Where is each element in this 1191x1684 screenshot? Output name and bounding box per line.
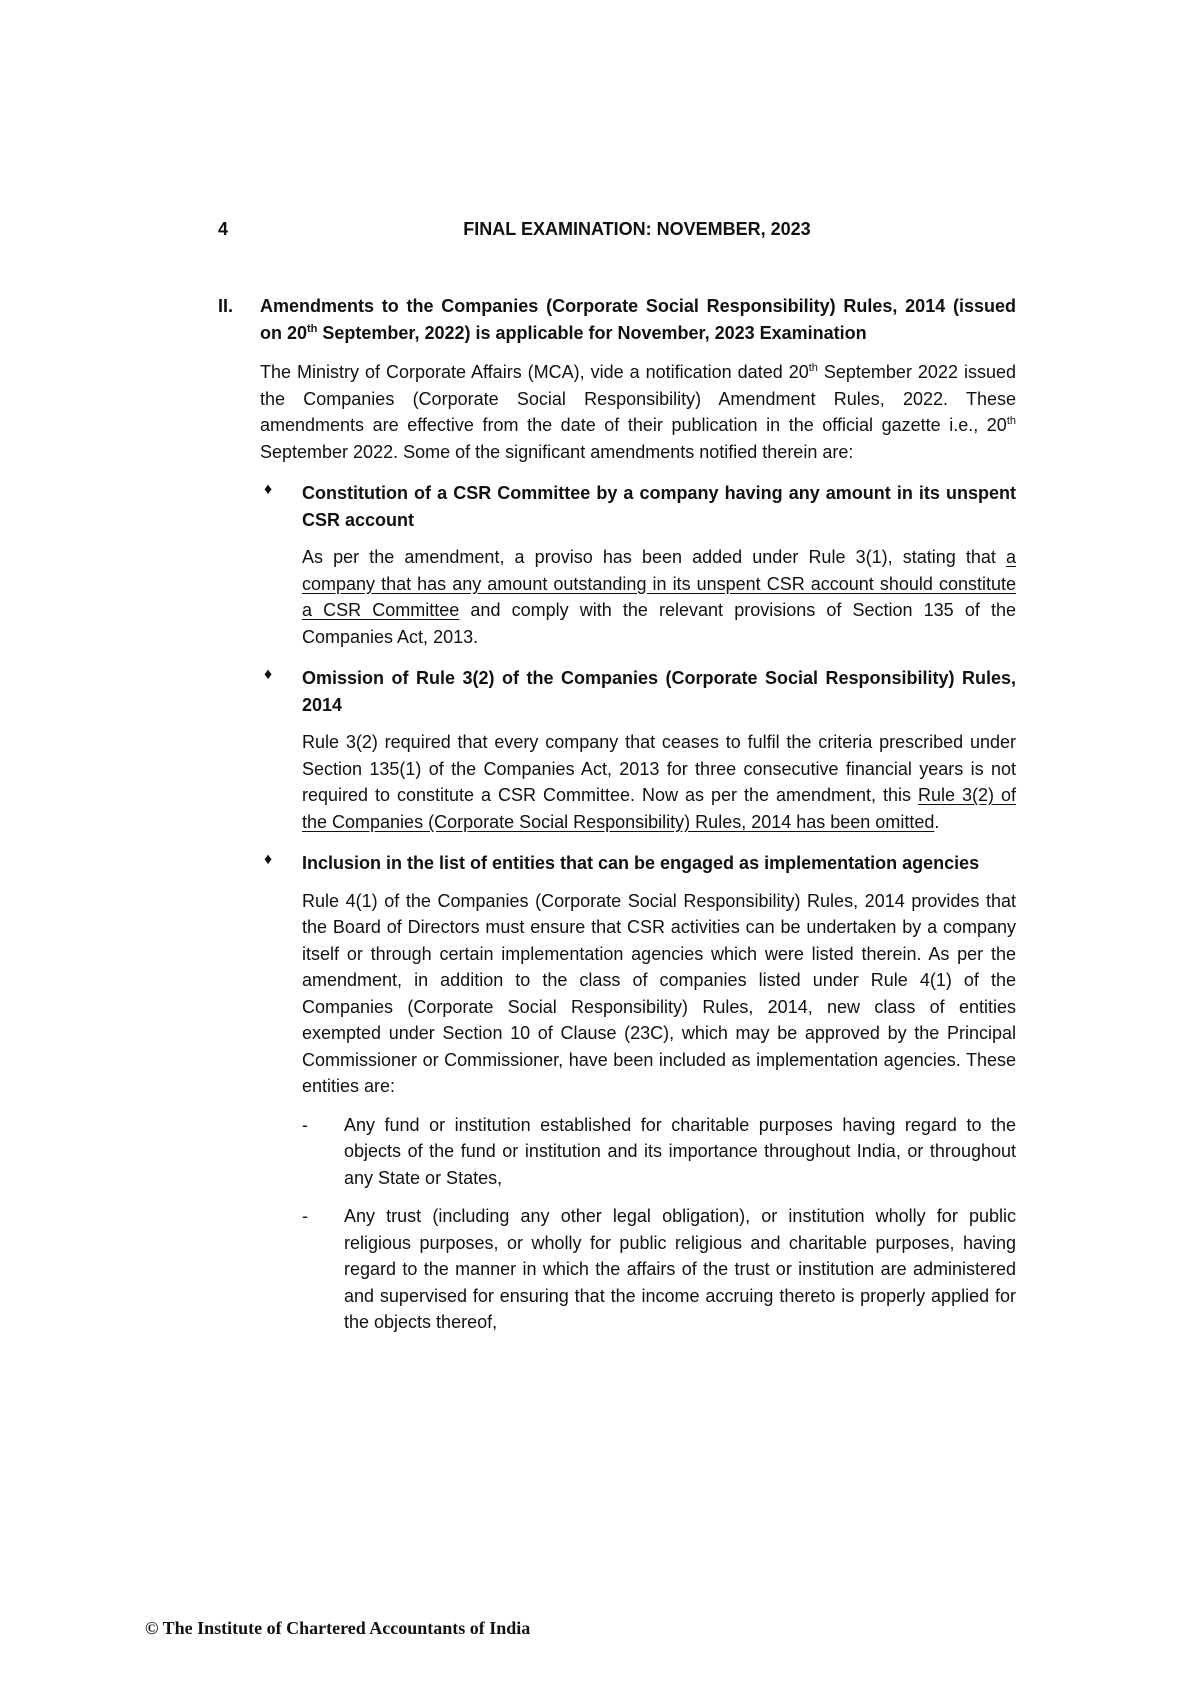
copyright-footer: © The Institute of Chartered Accountants of India — [145, 1618, 531, 1638]
intro-text-2: September 2022 issued the Companies (Corporate Social Responsibility) Amendment Rules, 2022. These amendments are effective from the date of their publication in the official gazette i.e., 20 — [260, 362, 1016, 435]
heading-text-1: Amendments to the Companies (Corporate Social Responsibility) Rules, 2014 (issued on 20 — [260, 296, 1016, 343]
bullet-body — [302, 729, 1016, 835]
list-item-text: Any fund or institution established for charitable purposes having regard to the objects of the fund or institution and its importance throughout India, or throughout any State or States, — [344, 1114, 1016, 1188]
running-title: FINAL EXAMINATION: NOVEMBER, 2023 — [463, 219, 811, 239]
bullet-body — [302, 544, 1016, 650]
dash-marker: - — [302, 1114, 308, 1135]
list-item — [302, 1203, 1016, 1336]
underlined-text: a company that has any amount outstanding in its unspent CSR account should constitute a CSR Committee — [302, 547, 1016, 620]
intro-text-3: September 2022. Some of the significant amendments notified therein are: — [260, 441, 854, 462]
section-number: II. — [218, 296, 234, 316]
bullet-title: Constitution of a CSR Committee by a company having any amount in its unspent CSR account — [302, 483, 1016, 530]
diamond-bullet-icon: ♦ — [264, 481, 273, 498]
bullet-implementation-agencies — [264, 850, 1016, 1100]
heading-text-2: September, 2022) is applicable for November, 2023 Examination — [317, 323, 867, 343]
section-heading — [218, 293, 1016, 347]
list-item — [302, 1112, 1016, 1192]
page-header — [218, 219, 1016, 245]
bullet-body: Rule 4(1) of the Companies (Corporate Social Responsibility) Rules, 2014 provides that the Board of Directors must ensure that CSR activities can be undertaken by a company itself or through certain implementation agencies which were listed therein. As per the amendment, in addition to the class of companies listed under Rule 4(1) of the Companies (Corporate Social Responsibility) Rules, 2014, new class of entities exempted under Section 10 of Clause (23C), which may be approved by the Principal Commissioner or Commissioner, have been included as implementation agencies. These entities are: — [302, 890, 1016, 1096]
intro-text-1: The Ministry of Corporate Affairs (MCA), vide a notification dated 20 — [260, 362, 809, 382]
bullet-body-text-2: . — [934, 811, 940, 832]
bullet-body-text-1: As per the amendment, a proviso has been added under Rule 3(1), stating that — [302, 547, 1006, 567]
diamond-bullet-icon: ♦ — [264, 851, 273, 868]
bullet-title: Inclusion in the list of entities that can be engaged as implementation agencies — [302, 853, 980, 873]
page-number: 4 — [218, 219, 229, 239]
heading-superscript: th — [307, 323, 318, 335]
dash-marker: - — [302, 1206, 308, 1226]
section-ii — [218, 293, 1016, 1336]
list-item-text: Any trust (including any other legal obligation), or institution wholly for public religious purposes, or wholly for public religious and charitable purposes, having regard to the manner in which the affairs of the trust or institution are administered and supervised for ensuring that the income accruing thereto is properly applied for the objects thereof, — [344, 1206, 1016, 1332]
intro-superscript-2: th — [1006, 415, 1016, 427]
intro-superscript-1: th — [808, 362, 818, 374]
bullet-csr-committee — [264, 480, 1016, 650]
bullet-omission-rule — [264, 665, 1016, 835]
underlined-text: Rule 3(2) of the Companies (Corporate Social Responsibility) Rules, 2014 has been omitted — [302, 785, 1016, 832]
diamond-bullet-icon: ♦ — [264, 666, 273, 683]
bullet-title: Omission of Rule 3(2) of the Companies (Corporate Social Responsibility) Rules, 2014 — [302, 668, 1016, 715]
intro-paragraph — [260, 359, 1016, 465]
bullet-body-text-1: Rule 3(2) required that every company that ceases to fulfil the criteria prescribed under Section 135(1) of the Companies Act, 2013 for three consecutive financial years is not required to constitute a CSR Committee. Now as per the amendment, this — [302, 732, 1016, 805]
bullet-body-text-2: and comply with the relevant provisions of Section 135 of the Companies Act, 2013. — [302, 600, 1016, 647]
